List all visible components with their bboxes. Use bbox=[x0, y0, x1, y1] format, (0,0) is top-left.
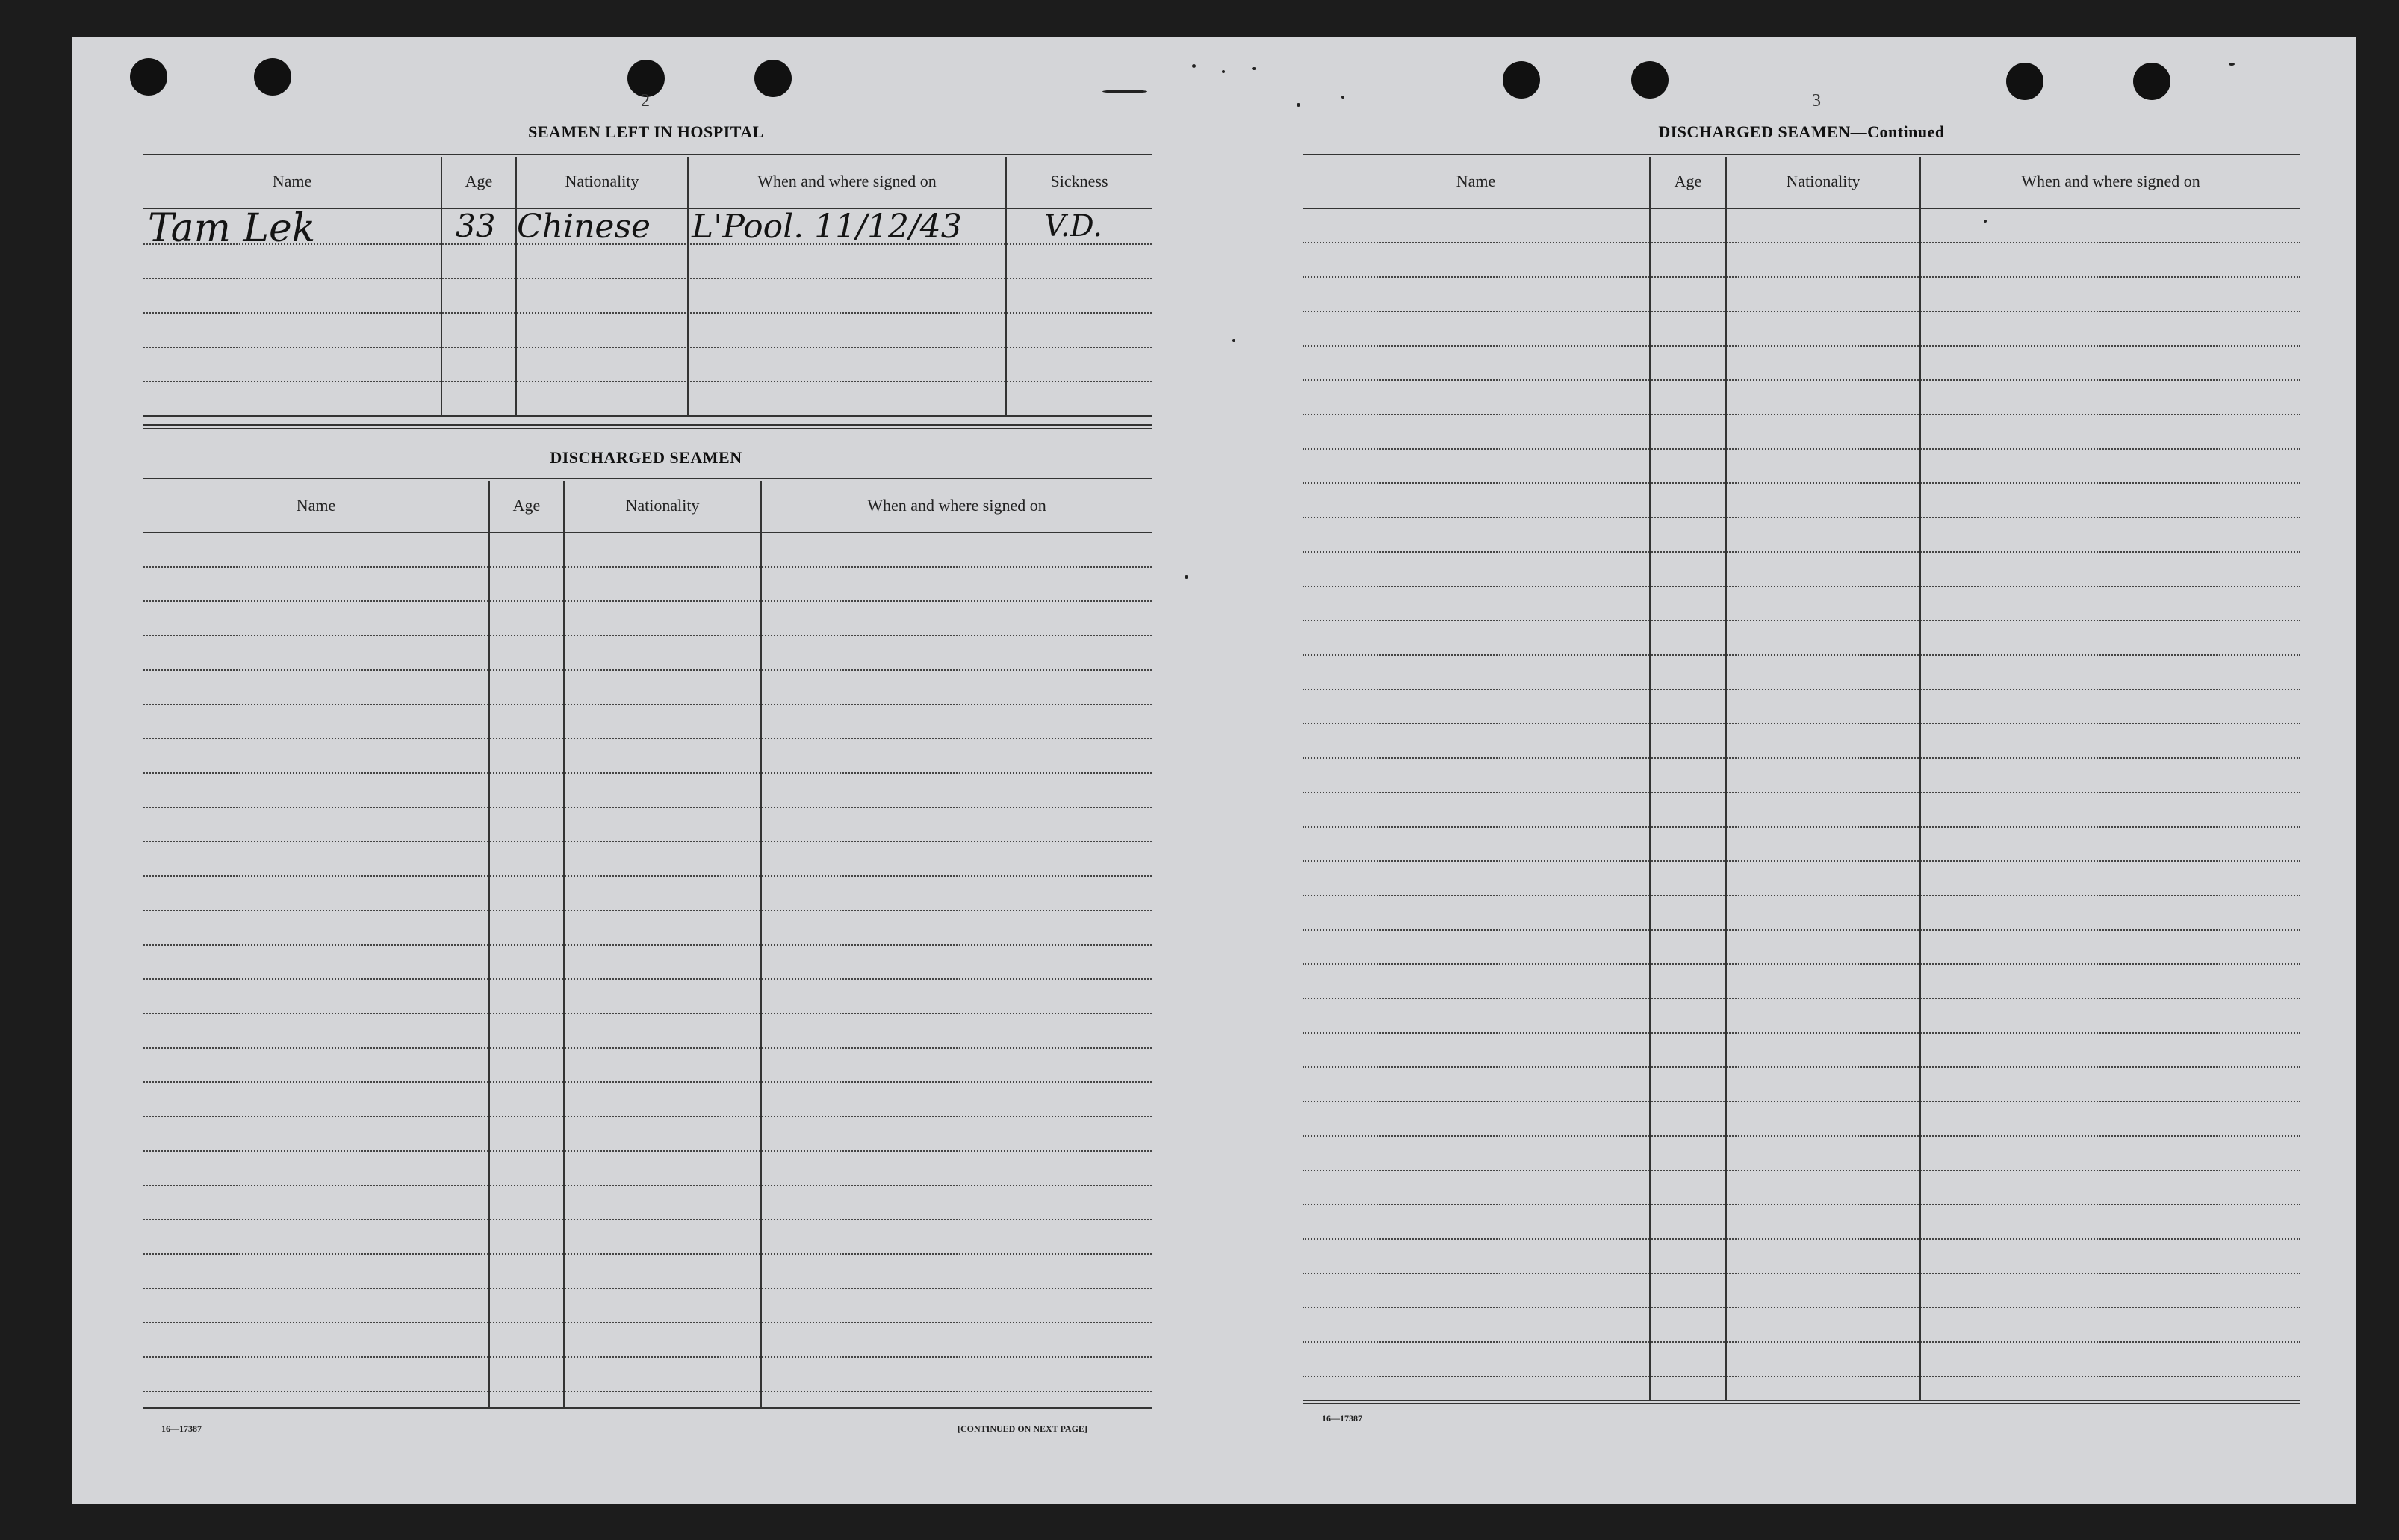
binder-hole bbox=[2133, 63, 2170, 100]
binder-hole bbox=[130, 58, 167, 96]
paper-speck bbox=[1222, 70, 1225, 73]
handwritten-name: Tam Lek bbox=[148, 206, 316, 251]
page-number: 3 bbox=[1812, 91, 1821, 111]
handwritten-signed-on: L'Pool. 11/12/43 bbox=[692, 208, 962, 246]
document-sheet bbox=[72, 37, 2356, 1504]
page-number: 2 bbox=[641, 91, 650, 111]
form-number: 16—17387 bbox=[161, 1423, 202, 1434]
paper-speck bbox=[1102, 90, 1147, 93]
hospital-section-title: SEAMEN LEFT IN HOSPITAL bbox=[528, 122, 764, 141]
column-header-age: Age bbox=[1674, 172, 1702, 190]
paper-speck bbox=[1341, 96, 1344, 99]
binder-hole bbox=[2006, 63, 2043, 100]
paper-speck bbox=[1232, 339, 1235, 342]
paper-speck bbox=[1252, 67, 1256, 70]
paper-speck bbox=[1185, 575, 1188, 579]
binder-hole bbox=[754, 60, 792, 97]
binder-hole bbox=[254, 58, 291, 96]
hospital-table bbox=[143, 154, 1152, 463]
column-header-nationality: Nationality bbox=[1786, 172, 1860, 190]
column-header-name: Name bbox=[272, 172, 312, 190]
column-header-signed-on: When and where signed on bbox=[867, 496, 1046, 515]
discharged-continued-table bbox=[1303, 154, 2300, 1423]
binder-hole bbox=[1503, 61, 1540, 99]
column-header-signed-on: When and where signed on bbox=[757, 172, 937, 190]
handwritten-sickness: V.D. bbox=[1044, 209, 1102, 243]
column-header-name: Name bbox=[1456, 172, 1496, 190]
form-number: 16—17387 bbox=[1322, 1413, 1362, 1423]
paper-speck bbox=[1192, 64, 1196, 68]
paper-speck bbox=[2229, 63, 2235, 66]
paper-speck bbox=[1297, 103, 1300, 107]
binder-hole bbox=[1631, 61, 1669, 99]
column-header-signed-on: When and where signed on bbox=[2021, 172, 2200, 190]
discharged-section-title: DISCHARGED SEAMEN bbox=[550, 448, 742, 467]
discharged-table bbox=[143, 478, 1152, 1423]
discharged-continued-title: DISCHARGED SEAMEN—Continued bbox=[1658, 122, 1945, 141]
column-header-nationality: Nationality bbox=[625, 496, 700, 515]
column-header-age: Age bbox=[512, 496, 541, 515]
column-header-sickness: Sickness bbox=[1050, 172, 1108, 190]
handwritten-age: 33 bbox=[456, 208, 496, 244]
column-header-age: Age bbox=[465, 172, 493, 190]
continued-note: [CONTINUED ON NEXT PAGE] bbox=[958, 1423, 1087, 1434]
column-header-name: Name bbox=[296, 496, 336, 515]
column-header-nationality: Nationality bbox=[565, 172, 639, 190]
handwritten-nationality: Chinese bbox=[517, 208, 651, 246]
